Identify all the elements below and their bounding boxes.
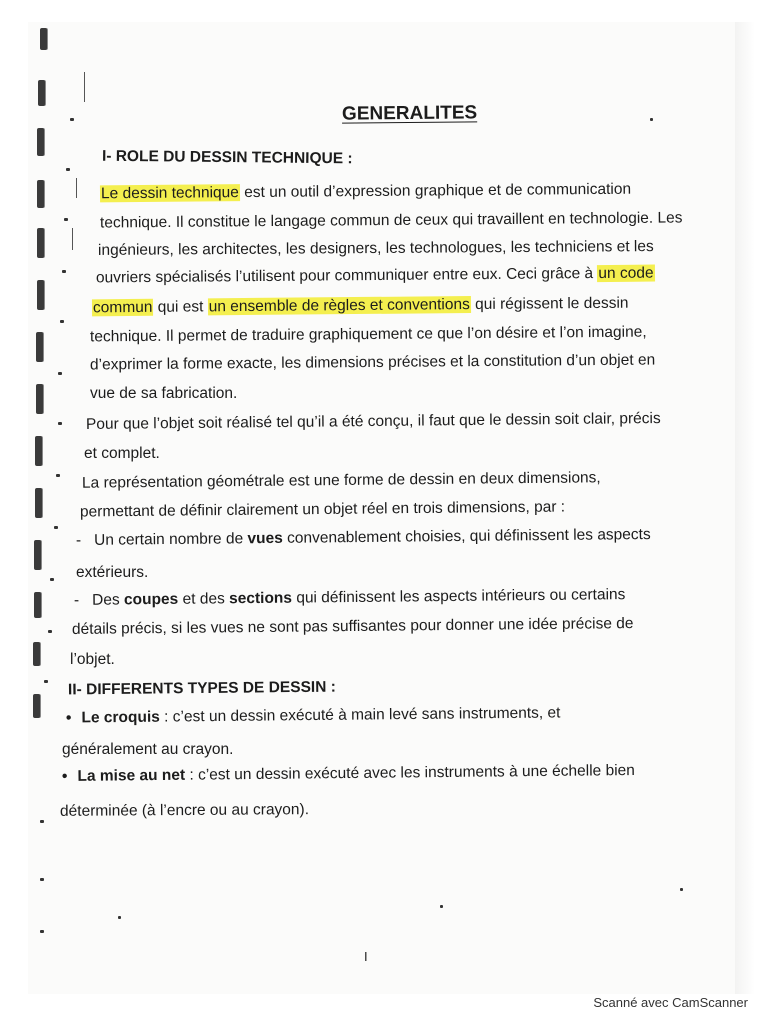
scan-mark bbox=[72, 228, 73, 250]
binder-hole bbox=[34, 540, 41, 570]
section-heading-role: I- ROLE DU DESSIN TECHNIQUE : bbox=[101, 147, 353, 168]
scan-speck bbox=[50, 578, 54, 581]
scan-speck bbox=[680, 888, 683, 891]
list-item: - Des coupes et des sections qui définissent les aspects intérieurs ou certains bbox=[73, 586, 626, 609]
binder-hole bbox=[35, 436, 42, 466]
binder-hole bbox=[36, 384, 43, 414]
scan-speck bbox=[64, 218, 68, 221]
paragraph-line: vue de sa fabrication. bbox=[90, 385, 238, 402]
sheet-edge-shadow bbox=[735, 22, 755, 994]
binder-hole bbox=[37, 128, 44, 156]
highlighted-text: commun bbox=[92, 298, 153, 317]
bullet-icon: • bbox=[61, 767, 68, 785]
page-number: I bbox=[364, 949, 368, 964]
binder-hole bbox=[33, 694, 40, 718]
scan-speck bbox=[58, 372, 62, 375]
paragraph-line: ouvriers spécialisés l’utilisent pour communiquer entre eux. Ceci grâce à un code bbox=[95, 264, 654, 287]
scan-speck bbox=[60, 320, 64, 323]
paragraph-line: permettant de définir clairement un objet réel en trois dimensions, par : bbox=[79, 498, 566, 521]
bullet-item-continuation: déterminée (à l’encre ou au crayon). bbox=[59, 801, 310, 820]
bullet-icon: • bbox=[65, 709, 72, 727]
paragraph-line: Le dessin technique est un outil d’expression graphique et de communication bbox=[100, 180, 632, 203]
paragraph-line: ingénieurs, les architectes, les designers, les technologues, les techniciens et les bbox=[97, 238, 654, 259]
scan-speck bbox=[40, 820, 44, 823]
bullet-item: • Le croquis : c’est un dessin exécuté à main levé sans instruments, et bbox=[65, 704, 561, 727]
scan-mark bbox=[76, 178, 77, 198]
highlighted-text: Le dessin technique bbox=[100, 184, 239, 203]
paragraph-line: d’exprimer la forme exacte, les dimensions précises et la constitution d’un objet en bbox=[89, 351, 656, 374]
highlighted-text: un ensemble de règles et conventions bbox=[208, 296, 470, 316]
paragraph-line: La représentation géométrale est une forme de dessin en deux dimensions, bbox=[81, 469, 601, 492]
bullet-item-continuation: généralement au crayon. bbox=[62, 741, 234, 758]
scan-speck bbox=[48, 630, 52, 633]
scan-speck bbox=[66, 168, 70, 171]
scan-speck bbox=[40, 930, 44, 933]
binder-hole bbox=[34, 592, 41, 618]
page-title: GENERALITES bbox=[341, 102, 478, 125]
scan-speck bbox=[44, 680, 48, 683]
list-item-continuation: l’objet. bbox=[70, 651, 115, 668]
paragraph-line: technique. Il constitue le langage commun de ceux qui travaillent en technologie. Les bbox=[99, 209, 683, 232]
highlighted-text: un code bbox=[598, 264, 654, 283]
scan-speck bbox=[54, 526, 58, 529]
binder-hole bbox=[40, 28, 47, 50]
scan-mark bbox=[84, 72, 85, 102]
scan-speck bbox=[118, 916, 121, 919]
binder-hole bbox=[33, 642, 40, 666]
scan-speck bbox=[440, 905, 443, 908]
binder-hole bbox=[38, 80, 45, 106]
bullet-item: • La mise au net : c’est un dessin exécuté avec les instruments à une échelle bien bbox=[61, 762, 635, 785]
scan-speck bbox=[650, 118, 653, 121]
scan-speck bbox=[56, 474, 60, 477]
binder-hole bbox=[37, 280, 44, 310]
paragraph-line: et complet. bbox=[84, 445, 160, 462]
paragraph-line: Pour que l’objet soit réalisé tel qu’il a été conçu, il faut que le dessin soit clair, précis bbox=[85, 409, 661, 434]
list-item: - Un certain nombre de vues convenablement choisies, qui définissent les aspects bbox=[75, 525, 651, 550]
list-item-continuation: extérieurs. bbox=[76, 564, 149, 581]
binder-hole bbox=[37, 228, 44, 258]
paragraph-line: technique. Il permet de traduire graphiquement ce que l’on désire et l’on imagine, bbox=[89, 323, 647, 346]
scanner-watermark: Scanné avec CamScanner bbox=[593, 995, 748, 1010]
binder-hole bbox=[37, 180, 44, 208]
binder-hole bbox=[36, 332, 43, 362]
scan-speck bbox=[58, 422, 62, 425]
scan-speck bbox=[70, 118, 74, 121]
scan-speck bbox=[40, 878, 44, 881]
section-heading-types: II- DIFFERENTS TYPES DE DESSIN : bbox=[67, 678, 336, 699]
binder-holes bbox=[0, 0, 90, 1024]
binder-hole bbox=[35, 488, 42, 518]
paragraph-line: commun qui est un ensemble de règles et conventions qui régissent le dessin bbox=[92, 294, 629, 317]
scan-speck bbox=[62, 270, 66, 273]
list-item-continuation: détails précis, si les vues ne sont pas suffisantes pour donner une idée précise de bbox=[71, 615, 634, 638]
